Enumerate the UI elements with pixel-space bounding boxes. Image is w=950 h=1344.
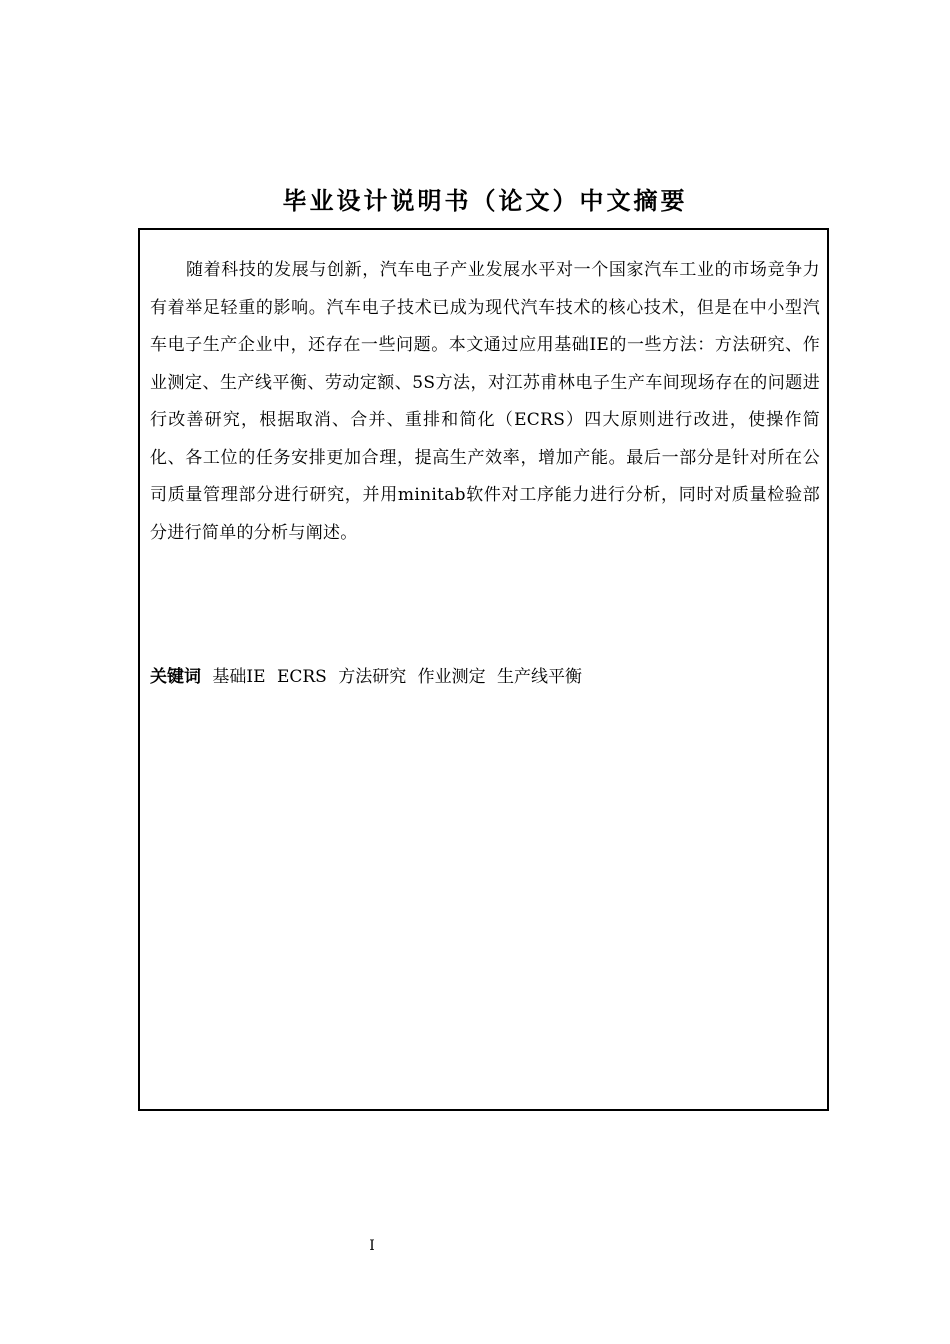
keyword-item: 生产线平衡 (497, 667, 583, 687)
keyword-item: 基础IE (212, 667, 266, 687)
keyword-item: 方法研究 (338, 667, 407, 687)
abstract-text: 随着科技的发展与创新，汽车电子产业发展水平对一个国家汽车工业的市场竞争力有着举足轻重的影响。汽车电子技术已成为现代汽车技术的核心技术，但是在中小型汽车电子生产企业中，还存在一些问题。本文通过应用基础IE的一些方法：方法研究、作业测定、生产线平衡、劳动定额、5S方法，对江苏甫林电子生产车间现场存在的问题进行改善研究，根据取消、合并、重排和简化（ECRS）四大原则进行改进，使操作简化、各工位的任务安排更加合理，提高生产效率，增加产能。最后一部分是针对所在公司质量管理部分进行研究，并用minitab软件对工序能力进行分析，同时对质量检验部分进行简单的分析与阐述。 (150, 260, 820, 543)
keywords-line (150, 662, 820, 692)
keyword-item: 作业测定 (417, 667, 486, 687)
page-number: I (369, 1238, 375, 1254)
abstract-box (138, 228, 829, 1111)
keywords-label: 关键词 (150, 667, 201, 687)
page-title: 毕业设计说明书（论文）中文摘要 (282, 187, 688, 215)
keyword-item: ECRS (276, 667, 327, 687)
